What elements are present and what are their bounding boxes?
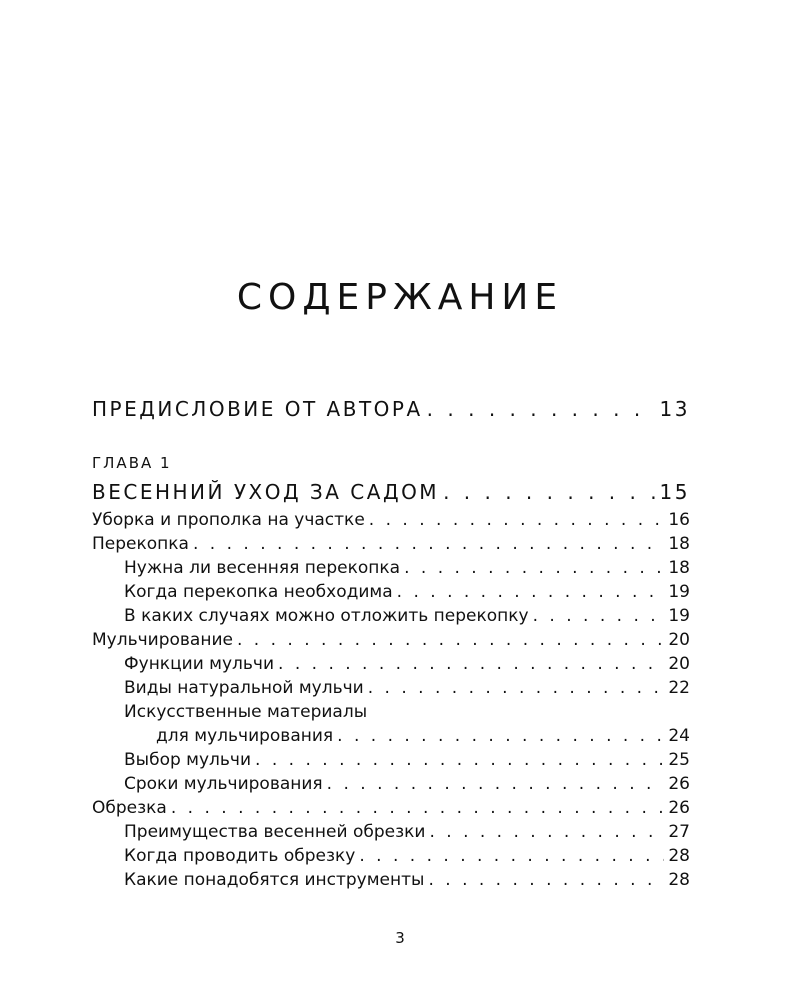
toc-entry-label: для мульчирования — [156, 726, 334, 746]
toc-entry[interactable] — [92, 557, 690, 579]
toc-page-number: 19 — [668, 606, 690, 626]
dot-leader — [327, 773, 665, 795]
toc-page-number: 26 — [668, 798, 690, 818]
toc-entry-label: Обрезка — [92, 798, 167, 818]
toc-entry[interactable] — [92, 749, 690, 771]
toc-entry[interactable] — [92, 653, 690, 675]
toc-page-number: 18 — [668, 558, 690, 578]
toc-page-number: 18 — [668, 534, 690, 554]
dot-leader — [237, 629, 664, 651]
dot-leader — [368, 677, 665, 699]
toc-page-number: 28 — [668, 870, 690, 890]
dot-leader — [397, 581, 665, 603]
toc-entry-label: В каких случаях можно отложить перекопку — [124, 606, 529, 626]
page-number: 3 — [395, 929, 405, 947]
toc-entry[interactable] — [92, 797, 690, 819]
toc-entry-label: Когда перекопка необходима — [124, 582, 393, 602]
toc-entry[interactable] — [92, 821, 690, 843]
dot-leader — [337, 725, 664, 747]
dot-leader — [193, 533, 664, 555]
toc-entry[interactable] — [92, 725, 690, 747]
toc-page-number: 16 — [668, 510, 690, 530]
toc-entry-label: Выбор мульчи — [124, 750, 252, 770]
toc-entry-label: Нужна ли весенняя перекопка — [124, 558, 401, 578]
dot-leader — [369, 509, 665, 531]
toc-entry-label: ВЕСЕННИЙ УХОД ЗА САДОМ — [92, 480, 440, 504]
page-title: СОДЕРЖАНИЕ — [236, 277, 564, 319]
toc-page-number: 25 — [668, 750, 690, 770]
toc-entry[interactable] — [92, 869, 690, 891]
dot-leader — [443, 480, 655, 504]
toc-entry[interactable] — [92, 509, 690, 531]
toc-entry-label: Сроки мульчирования — [124, 774, 323, 794]
toc-entry-label: Виды натуральной мульчи — [124, 678, 364, 698]
toc-entry-preface[interactable] — [92, 397, 690, 421]
toc-entry-label-first-line: Искусственные материалы — [124, 702, 368, 722]
toc-entry[interactable] — [92, 845, 690, 867]
dot-leader — [533, 605, 665, 627]
toc-entry-label: ПРЕДИСЛОВИЕ ОТ АВТОРА — [92, 397, 423, 421]
dot-leader — [359, 845, 664, 867]
table-of-contents — [92, 0, 690, 1000]
toc-page-number: 27 — [668, 822, 690, 842]
toc-entry[interactable] — [92, 533, 690, 555]
toc-entry-chapter-1[interactable] — [92, 480, 690, 504]
dot-leader — [429, 821, 664, 843]
dot-leader — [427, 397, 656, 421]
toc-page-number: 19 — [668, 582, 690, 602]
toc-entry-label: Преимущества весенней обрезки — [124, 822, 426, 842]
toc-entry-label: Функции мульчи — [124, 654, 275, 674]
toc-entry[interactable] — [92, 605, 690, 627]
toc-page-number: 28 — [668, 846, 690, 866]
toc-page-number: 15 — [659, 480, 690, 504]
toc-page-number: 13 — [659, 397, 690, 421]
dot-leader — [278, 653, 664, 675]
toc-entry-label: Перекопка — [92, 534, 189, 554]
toc-entry-label: Уборка и прополка на участке — [92, 510, 365, 530]
toc-entry-label: Какие понадобятся инструменты — [124, 870, 425, 890]
dot-leader — [255, 749, 664, 771]
toc-page-number: 26 — [668, 774, 690, 794]
toc-entry[interactable] — [92, 677, 690, 699]
dot-leader — [428, 869, 664, 891]
dot-leader — [404, 557, 664, 579]
chapter-number-label: ГЛАВА 1 — [92, 454, 172, 472]
toc-entry-label: Когда проводить обрезку — [124, 846, 356, 866]
toc-entry-label: Мульчирование — [92, 630, 233, 650]
toc-page-number: 20 — [668, 654, 690, 674]
dot-leader — [171, 797, 665, 819]
toc-entry[interactable] — [92, 581, 690, 603]
toc-page-number: 22 — [668, 678, 690, 698]
toc-entry[interactable] — [92, 629, 690, 651]
toc-page-number: 24 — [668, 726, 690, 746]
toc-entry[interactable] — [92, 773, 690, 795]
toc-page-number: 20 — [668, 630, 690, 650]
